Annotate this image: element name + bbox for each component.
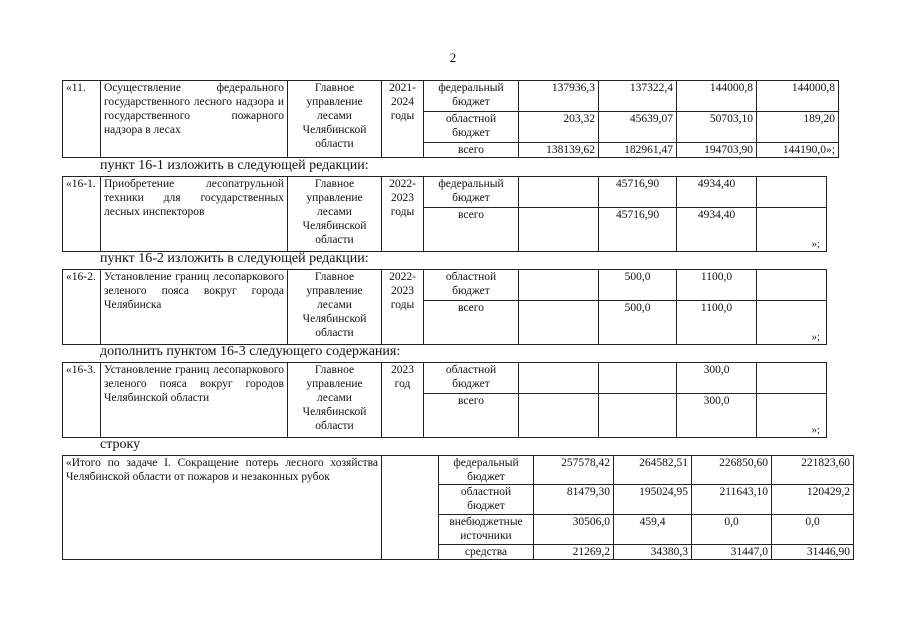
value-cell: 21269,2 xyxy=(534,545,614,560)
value-cell xyxy=(519,270,599,301)
value-cell: 137322,4 xyxy=(599,81,677,112)
funding-source: всего xyxy=(424,394,519,438)
item-executor: Главное управление лесами Челябинской области xyxy=(288,363,382,438)
item-years: 2022-2023 годы xyxy=(382,177,424,252)
funding-source: всего xyxy=(424,208,519,252)
value-cell xyxy=(599,363,677,394)
value-cell: 34380,3 xyxy=(614,545,692,560)
value-cell: 500,0 xyxy=(599,270,677,301)
item-16-2-table xyxy=(62,269,827,345)
heading-row: строку xyxy=(100,437,141,452)
item-16-1-table xyxy=(62,176,827,252)
value-cell: 221823,60 xyxy=(772,456,854,485)
heading-16-3: дополнить пунктом 16-3 следующего содержания: xyxy=(100,344,401,359)
value-cell: 144000,8 xyxy=(677,81,757,112)
funding-source: средства xyxy=(439,545,534,560)
item-number: «16-2. xyxy=(63,270,101,345)
item-11-table xyxy=(62,80,839,158)
value-cell: 300,0 xyxy=(677,363,757,394)
closing-quote: »; xyxy=(811,424,820,436)
value-cell: 194703,90 xyxy=(677,143,757,158)
value-cell: 459,4 xyxy=(614,515,692,545)
value-cell xyxy=(757,208,827,252)
value-cell: 45639,07 xyxy=(599,112,677,143)
value-cell xyxy=(757,270,827,301)
value-cell xyxy=(519,394,599,438)
value-cell: 226850,60 xyxy=(692,456,772,485)
value-cell: 30506,0 xyxy=(534,515,614,545)
funding-source: всего xyxy=(424,143,519,158)
value-cell: 120429,2 xyxy=(772,485,854,515)
value-cell: 0,0 xyxy=(772,515,854,545)
value-cell: 31446,90 xyxy=(772,545,854,560)
value-cell: 81479,30 xyxy=(534,485,614,515)
value-cell: 189,20 xyxy=(757,112,839,143)
item-16-3-table xyxy=(62,362,827,438)
value-cell: 4934,40 xyxy=(677,177,757,208)
value-cell: 31447,0 xyxy=(692,545,772,560)
funding-source: областной бюджет xyxy=(424,270,519,301)
funding-source: внебюджетные источники xyxy=(439,515,534,545)
item-number: «11. xyxy=(63,81,101,158)
value-cell: 0,0 xyxy=(692,515,772,545)
value-cell xyxy=(519,208,599,252)
funding-source: федеральный бюджет xyxy=(424,177,519,208)
value-cell xyxy=(519,177,599,208)
item-executor: Главное управление лесами Челябинской области xyxy=(288,270,382,345)
value-cell: 45716,90 xyxy=(599,208,677,252)
funding-source: областной бюджет xyxy=(439,485,534,515)
item-years: 2021-2024 годы xyxy=(382,81,424,158)
funding-source: областной бюджет xyxy=(424,363,519,394)
item-executor: Главное управление лесами Челябинской области xyxy=(288,177,382,252)
value-cell: 45716,90 xyxy=(599,177,677,208)
value-cell: 211643,10 xyxy=(692,485,772,515)
value-cell: 1100,0 xyxy=(677,270,757,301)
value-cell xyxy=(757,394,827,438)
value-cell: 1100,0 xyxy=(677,301,757,345)
value-cell xyxy=(757,363,827,394)
value-cell xyxy=(599,394,677,438)
value-cell xyxy=(519,301,599,345)
item-years: 2022-2023 годы xyxy=(382,270,424,345)
value-cell: 138139,62 xyxy=(519,143,599,158)
value-cell: 50703,10 xyxy=(677,112,757,143)
value-cell: 500,0 xyxy=(599,301,677,345)
value-cell xyxy=(757,177,827,208)
funding-source: областной бюджет xyxy=(424,112,519,143)
item-executor: Главное управление лесами Челябинской области xyxy=(288,81,382,158)
item-years: 2023 год xyxy=(382,363,424,438)
funding-source: всего xyxy=(424,301,519,345)
value-cell: 182961,47 xyxy=(599,143,677,158)
value-cell xyxy=(757,301,827,345)
value-cell: 195024,95 xyxy=(614,485,692,515)
value-cell: 4934,40 xyxy=(677,208,757,252)
funding-source: федеральный бюджет xyxy=(439,456,534,485)
value-cell: 300,0 xyxy=(677,394,757,438)
heading-16-1: пункт 16-1 изложить в следующей редакции: xyxy=(100,158,369,173)
value-cell xyxy=(519,363,599,394)
item-name: Установление границ лесопаркового зеленого пояса вокруг города Челябинска xyxy=(101,270,288,345)
item-number: «16-1. xyxy=(63,177,101,252)
item-name: Осуществление федерального государственного лесного надзора и государственного пожарного надзора в лесах xyxy=(101,81,288,158)
value-cell: 137936,3 xyxy=(519,81,599,112)
item-name: Приобретение лесопатрульной техники для государственных лесных инспекторов xyxy=(101,177,288,252)
value-cell: 264582,51 xyxy=(614,456,692,485)
value-cell: 144000,8 xyxy=(757,81,839,112)
page-number: 2 xyxy=(449,50,457,65)
value-cell: 257578,42 xyxy=(534,456,614,485)
item-name: Установление границ лесопаркового зеленого пояса вокруг городов Челябинской области xyxy=(101,363,288,438)
value-cell: 203,32 xyxy=(519,112,599,143)
closing-quote: »; xyxy=(811,331,820,343)
value-cell: 144190,0»; xyxy=(757,143,839,158)
item-number: «16-3. xyxy=(63,363,101,438)
empty-cell xyxy=(382,456,439,560)
closing-quote: »; xyxy=(811,238,820,250)
heading-16-2: пункт 16-2 изложить в следующей редакции: xyxy=(100,251,369,266)
total-name: «Итого по задаче I. Сокращение потерь лесного хозяйства Челябинской области от пожаров и незаконных рубок xyxy=(63,456,382,560)
funding-source: федеральный бюджет xyxy=(424,81,519,112)
total-table xyxy=(62,455,854,560)
